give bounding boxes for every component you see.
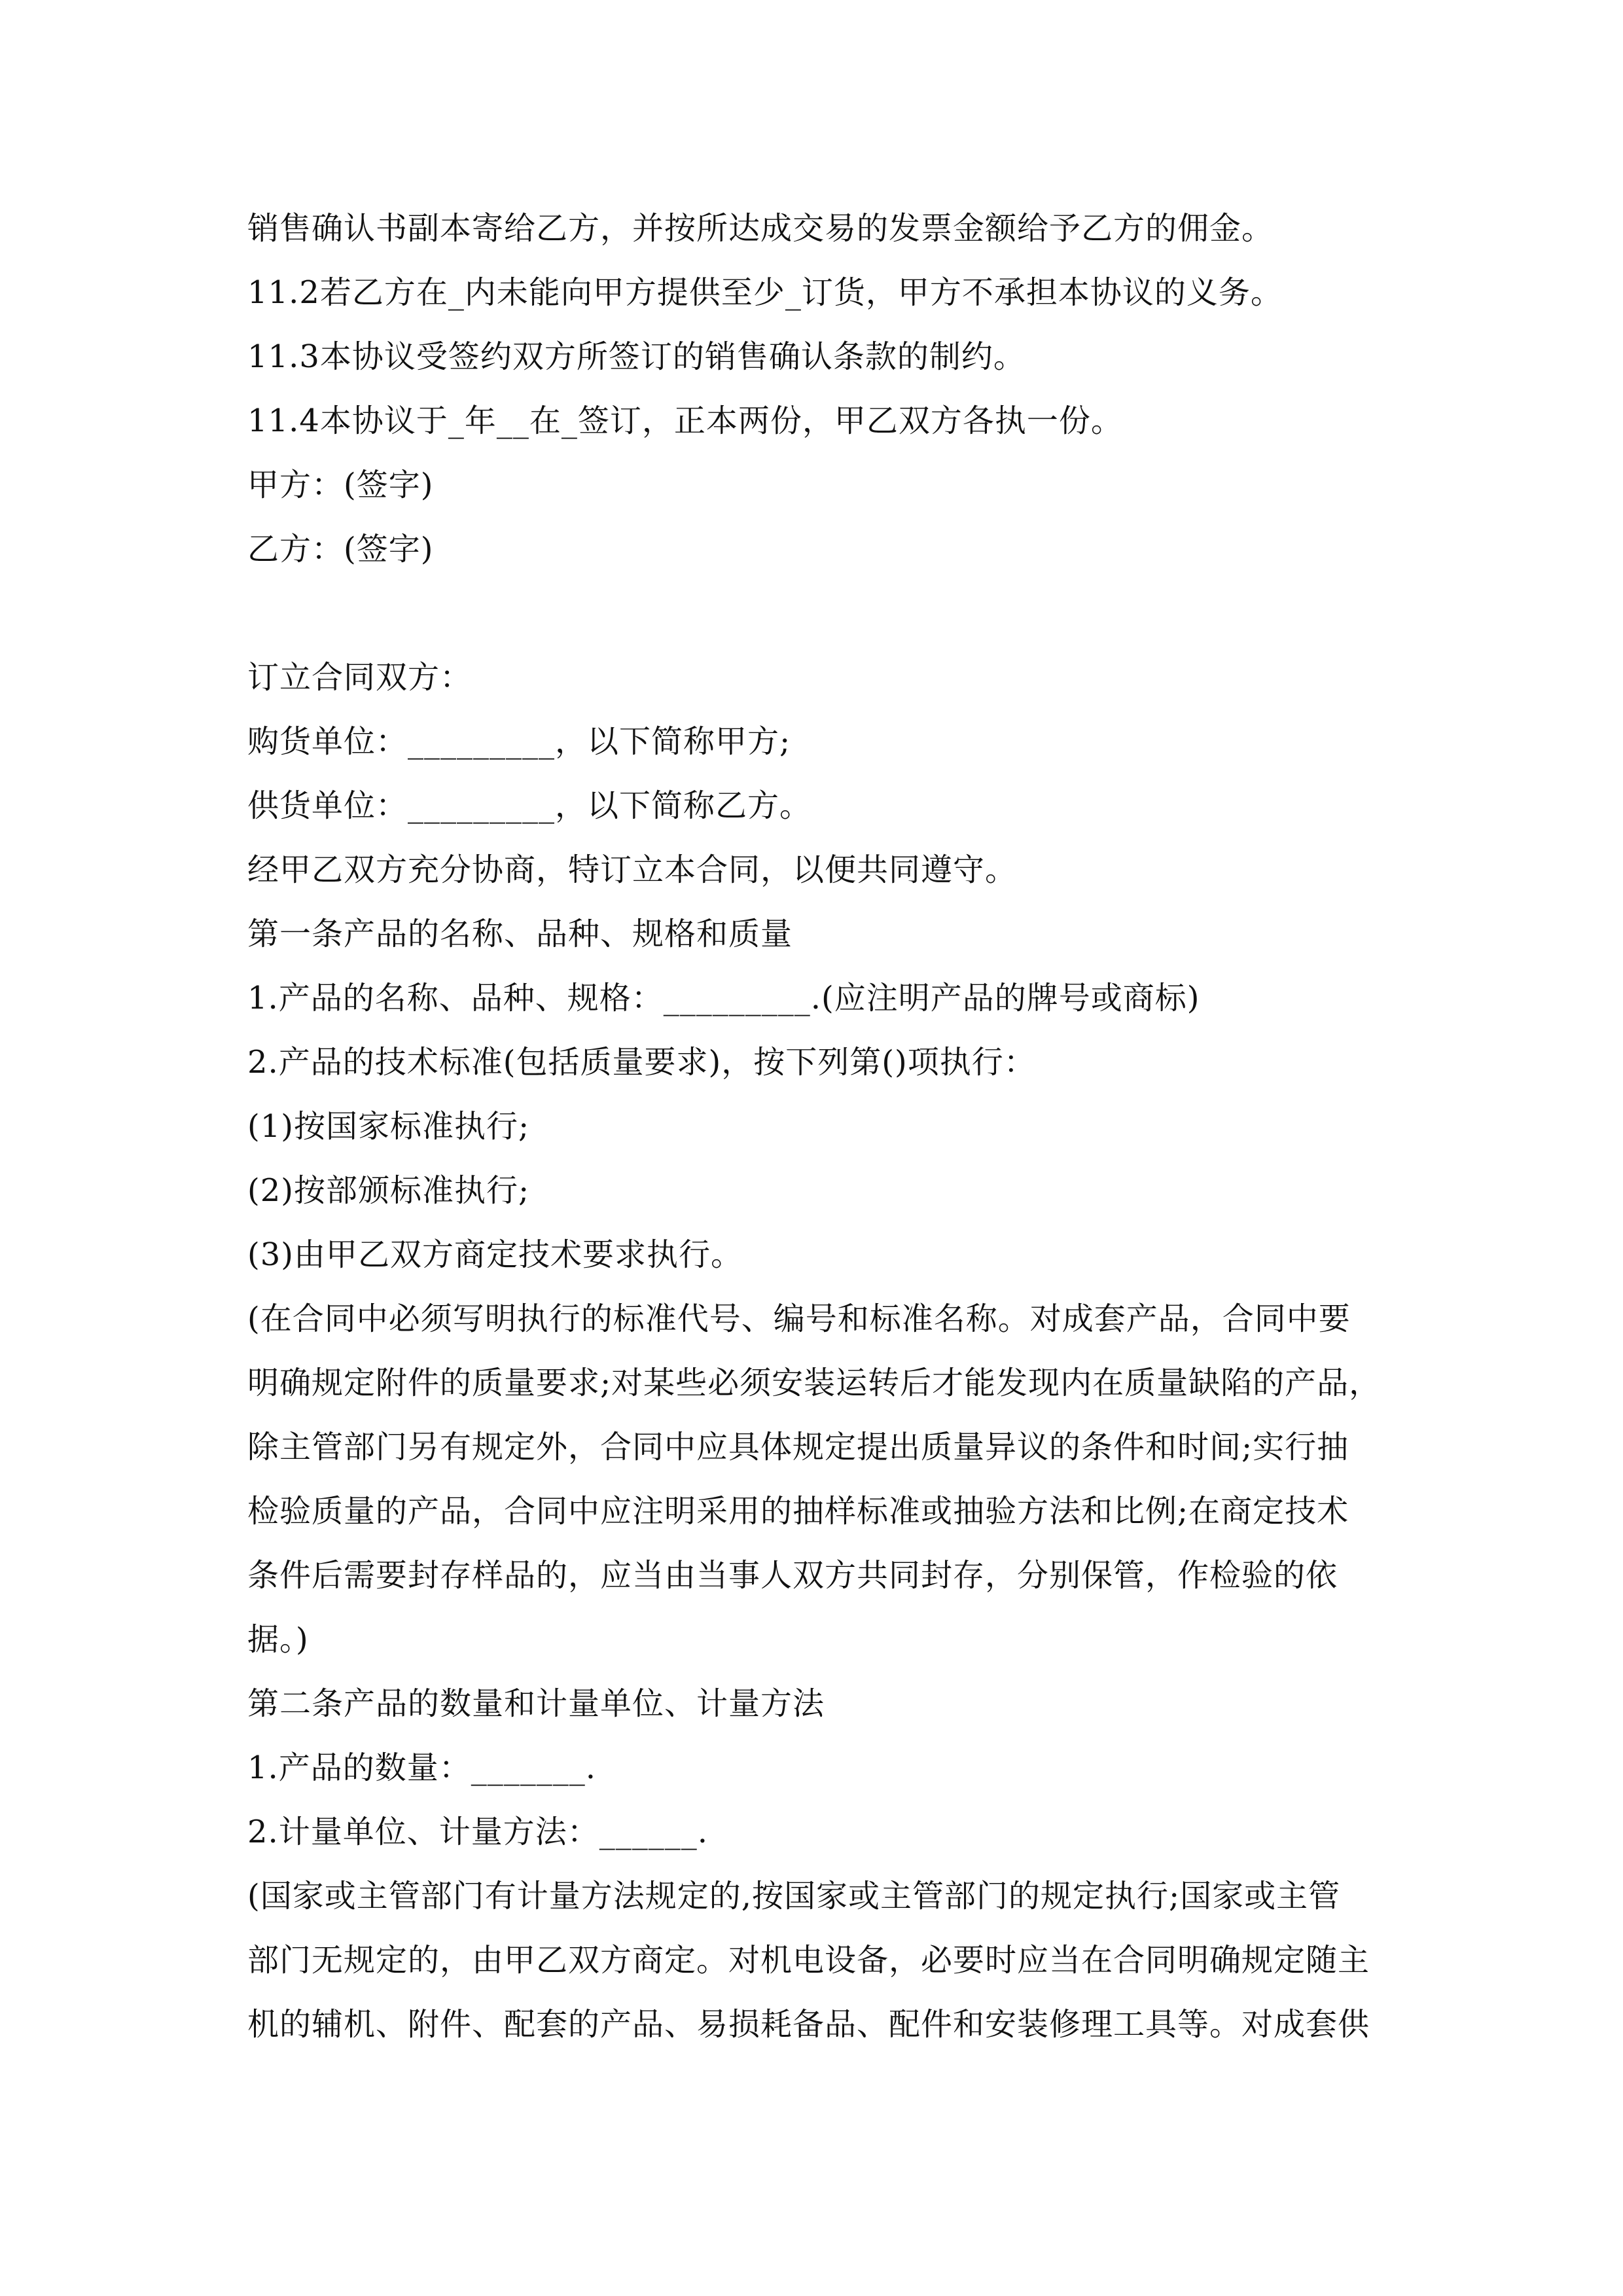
quality-note-paragraph xyxy=(247,1287,1386,1672)
text-line: 销售确认书副本寄给乙方，并按所达成交易的发票金额给予乙方的佣金。 xyxy=(247,210,1274,247)
option-3: (3)由甲乙双方商定技术要求执行。 xyxy=(247,1236,743,1273)
paragraph-line: 除主管部门另有规定外，合同中应具体规定提出质量异议的条件和时间;实行抽 xyxy=(247,1429,1349,1465)
clause-11-4: 11.4本协议于_年__在_签订，正本两份，甲乙双方各执一份。 xyxy=(247,403,1123,439)
option-2: (2)按部颁标准执行; xyxy=(247,1172,530,1209)
article-1-heading: 第一条产品的名称、品种、规格和质量 xyxy=(247,916,793,952)
paragraph-line: (在合同中必须写明执行的标准代号、编号和标准名称。对成套产品，合同中要 xyxy=(247,1300,1351,1337)
paragraph-line: 据。) xyxy=(247,1621,309,1658)
article-1-item-2: 2.产品的技术标准(包括质量要求)，按下列第()项执行： xyxy=(247,1044,1036,1081)
clause-11-2: 11.2若乙方在_内未能向甲方提供至少_订货，甲方不承担本协议的义务。 xyxy=(247,274,1283,311)
supplier-line: 供货单位：_________，以下简称乙方。 xyxy=(247,787,812,824)
article-1-item-1: 1.产品的名称、品种、规格：_________.(应注明产品的牌号或商标) xyxy=(247,980,1200,1016)
paragraph-line: 机的辅机、附件、配套的产品、易损耗备品、配件和安装修理工具等。对成套供 xyxy=(247,2006,1370,2043)
previous-agreement-tail xyxy=(247,196,1386,581)
paragraph-line: (国家或主管部门有计量方法规定的,按国家或主管部门的规定执行;国家或主管 xyxy=(247,1878,1341,1914)
clause-11-3: 11.3本协议受签约双方所签订的销售确认条款的制约。 xyxy=(247,338,1026,375)
document-body xyxy=(247,196,1386,2056)
paragraph-line: 明确规定附件的质量要求;对某些必须安装运转后才能发现内在质量缺陷的产品， xyxy=(247,1365,1382,1401)
party-a-signature: 甲方：(签字) xyxy=(247,467,434,503)
article-2-heading: 第二条产品的数量和计量单位、计量方法 xyxy=(247,1685,825,1722)
paragraph-line: 部门无规定的，由甲乙双方商定。对机电设备，必要时应当在合同明确规定随主 xyxy=(247,1942,1370,1979)
party-b-signature: 乙方：(签字) xyxy=(247,531,434,567)
article-2-item-1: 1.产品的数量：_______. xyxy=(247,1749,597,1786)
contract-parties-heading: 订立合同双方： xyxy=(247,659,473,696)
quantity-note-paragraph xyxy=(247,1864,1386,2056)
paragraph-line: 检验质量的产品，合同中应注明采用的抽样标准或抽验方法和比例;在商定技术 xyxy=(247,1493,1349,1530)
purchase-contract xyxy=(247,645,1386,2056)
section-gap xyxy=(247,581,1386,645)
buyer-line: 购货单位：_________，以下简称甲方; xyxy=(247,723,791,760)
article-2-item-2: 2.计量单位、计量方法：______. xyxy=(247,1814,709,1850)
agreement-statement: 经甲乙双方充分协商，特订立本合同，以便共同遵守。 xyxy=(247,852,1018,888)
paragraph-line: 条件后需要封存样品的，应当由当事人双方共同封存，分别保管，作检验的依 xyxy=(247,1557,1338,1594)
option-1: (1)按国家标准执行; xyxy=(247,1108,530,1145)
